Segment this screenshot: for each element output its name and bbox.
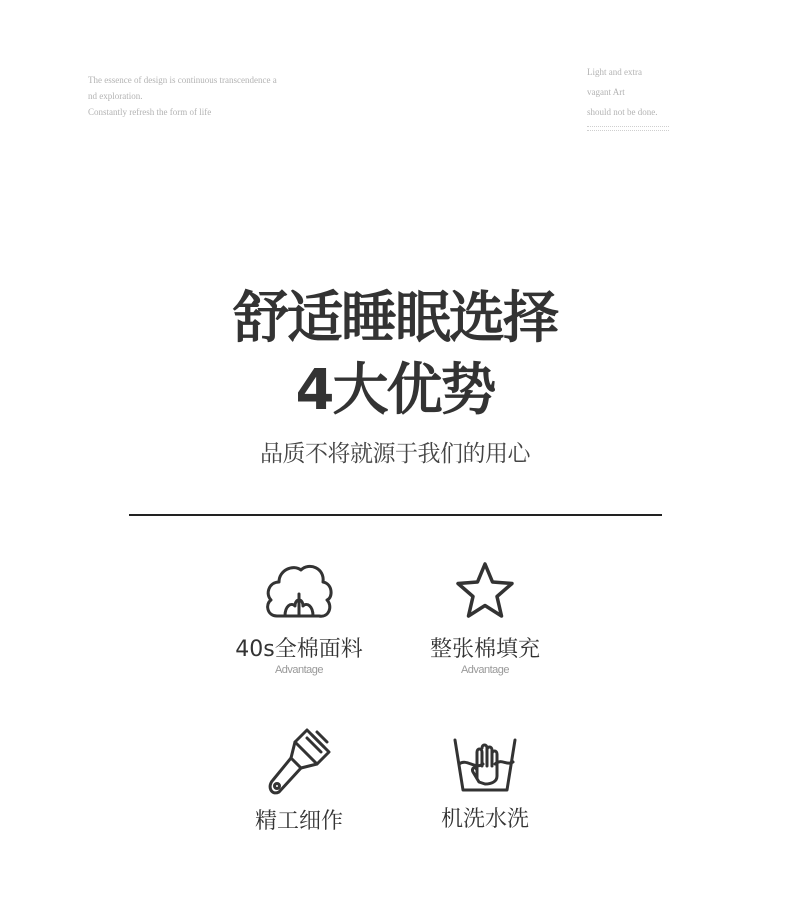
hand-wash-icon <box>451 736 519 794</box>
tagline-left-line1: The essence of design is continuous transcendence a <box>88 75 277 85</box>
feature-label: 机洗水洗 <box>440 807 529 832</box>
feature-craft <box>199 724 399 836</box>
feature-label: 精工细作 <box>254 809 343 834</box>
tagline-right-line2: vagant Art <box>587 87 625 97</box>
tagline-left-line3: Constantly refresh the form of life <box>88 107 212 117</box>
headline-line1: 舒适睡眠选择 <box>233 286 557 351</box>
feature-sub: Advantage <box>460 664 510 676</box>
feature-sub: Advantage <box>274 664 324 676</box>
cotton-icon <box>263 560 335 622</box>
divider <box>129 514 662 516</box>
star-icon <box>453 560 517 622</box>
feature-wash <box>385 736 585 834</box>
feature-filling <box>385 560 585 676</box>
brush-icon <box>263 724 335 800</box>
tagline-right-line3: should not be done. <box>587 107 658 117</box>
tagline-left <box>88 72 318 120</box>
tagline-right-dots <box>587 126 669 131</box>
subtitle: 品质不将就源于我们的用心 <box>260 441 530 467</box>
headline-line2: 4大优势 <box>295 358 495 423</box>
tagline-left-line2: nd exploration. <box>88 91 143 101</box>
feature-label: 整张棉填充 <box>429 637 540 662</box>
tagline-right-line1: Light and extra <box>587 67 642 77</box>
tagline-right <box>587 62 677 131</box>
feature-label: 40s全棉面料 <box>235 637 363 662</box>
feature-cotton <box>199 560 399 676</box>
